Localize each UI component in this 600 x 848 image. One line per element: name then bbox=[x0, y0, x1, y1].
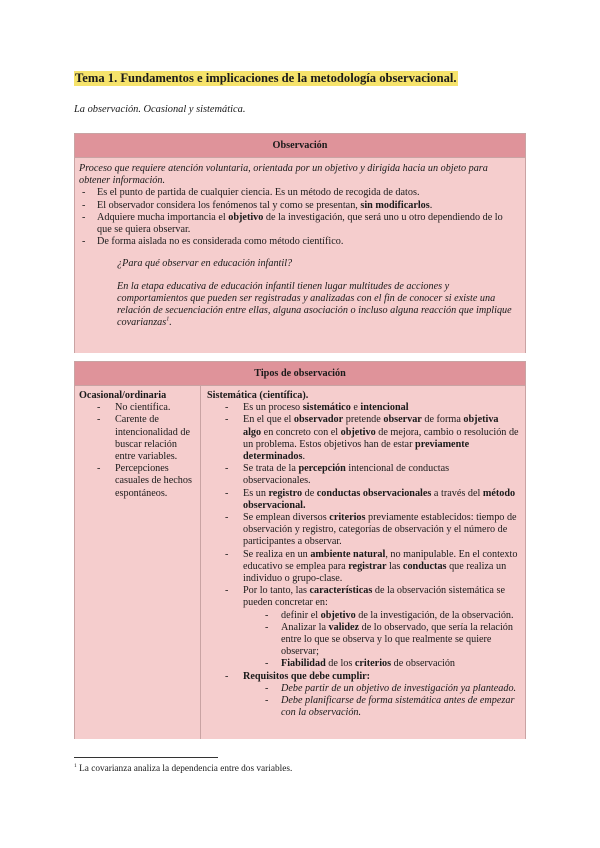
sistematica-column bbox=[201, 386, 525, 739]
observacion-body bbox=[75, 158, 525, 353]
list-item: - Analizar la validez de lo observado, que sería la relación entre lo que se observa y lo que realmente se quiere observar; bbox=[263, 622, 519, 659]
requisitos-sublist bbox=[263, 683, 519, 720]
caracteristicas-sublist bbox=[263, 610, 519, 671]
list-item: - Fiabilidad de los criterios de observación bbox=[263, 658, 519, 670]
tipos-table bbox=[74, 361, 526, 739]
list-item: - El observador considera los fenómenos tal y como se presentan, sin modificarlos. bbox=[79, 200, 519, 212]
list-item: - No científica. bbox=[95, 402, 197, 414]
list-item: - En el que el observador pretende observar de forma objetiva algo en concreto con el objetivo de mejora, cambio o resolución de un problema. Estos objetivos han de estar previamente determinados. bbox=[223, 414, 519, 463]
ocasional-list bbox=[95, 402, 197, 500]
list-item: - Es un registro de conductas observacionales a través del método observacional. bbox=[223, 488, 519, 512]
list-item: - Debe planificarse de forma sistemática antes de empezar con la observación. bbox=[263, 695, 519, 719]
footnote-ref[interactable]: 1 bbox=[166, 316, 170, 323]
question-text: ¿Para qué observar en educación infantil? bbox=[117, 258, 293, 270]
list-item: - De forma aislada no es considerada como método científico. bbox=[79, 236, 519, 248]
definition-text: Proceso que requiere atención voluntaria, orientada por un objetivo y dirigida hacia un objeto para obtener información. bbox=[79, 163, 488, 187]
list-item: - Por lo tanto, las características de la observación sistemática se pueden concretar en: - definir el objetivo de la investigación, de la observación. - Analizar la validez de lo observado, que sería la relación entre lo que se observa y lo que realmente se quiere observar; - Fiabilidad de los criterios de observación bbox=[223, 585, 519, 670]
list-item: - Es un proceso sistemático e intencional bbox=[223, 402, 519, 414]
observacion-header: Observación bbox=[75, 134, 525, 158]
list-item: - Debe partir de un objetivo de investigación ya planteado. bbox=[263, 683, 519, 695]
list-item: - Requisitos que debe cumplir: - Debe partir de un objetivo de investigación ya planteado. - Debe planificarse de forma sistemática antes de empezar con la observación. bbox=[223, 671, 519, 720]
list-item: - Adquiere mucha importancia el objetivo de la investigación, que será uno u otro dependiendo de lo que se quiera observar. bbox=[79, 212, 519, 236]
tipos-body bbox=[75, 386, 525, 739]
observacion-bullets bbox=[79, 187, 519, 248]
sistematica-title: Sistemática (científica). bbox=[207, 390, 309, 401]
list-item: - definir el objetivo de la investigación, de la observación. bbox=[263, 610, 519, 622]
footnote: $^1$ La covarianza analiza la dependencia entre dos variables. bbox=[74, 762, 293, 774]
list-item: - Carente de intencionalidad de buscar relación entre variables. bbox=[95, 414, 197, 463]
list-item: - Es el punto de partida de cualquier ciencia. Es un método de recogida de datos. bbox=[79, 187, 519, 199]
page-title: Tema 1. Fundamentos e implicaciones de la metodología observacional. bbox=[75, 71, 457, 85]
ocasional-column bbox=[75, 386, 201, 739]
section-subtitle: La observación. Ocasional y sistemática. bbox=[74, 104, 246, 115]
ocasional-title: Ocasional/ordinaria bbox=[79, 390, 167, 401]
list-item: - Se emplean diversos criterios previamente establecidos: tiempo de observación y registro, categorías de observación y el número de participantes a observar. bbox=[223, 512, 519, 549]
answer-paragraph: En la etapa educativa de educación infantil tienen lugar multitudes de acciones y comportamientos que pueden ser registradas y analizadas con el fin de conocer si existe una relación de secuenciación entre ellas, alguna asociación o incluso alguna reacción que implique covarianzas$^1$. bbox=[117, 280, 512, 329]
observacion-table bbox=[74, 133, 526, 353]
sistematica-list bbox=[223, 402, 519, 719]
footnote-divider bbox=[74, 757, 218, 758]
list-item: - Se realiza en un ambiente natural, no manipulable. En el contexto educativo se emplea para registrar las conductas que realiza un individuo o grupo-clase. bbox=[223, 549, 519, 586]
list-item: - Percepciones casuales de hechos espontáneos. bbox=[95, 463, 197, 500]
tipos-header: Tipos de observación bbox=[75, 362, 525, 386]
list-item: - Se trata de la percepción intencional de conductas observacionales. bbox=[223, 463, 519, 487]
